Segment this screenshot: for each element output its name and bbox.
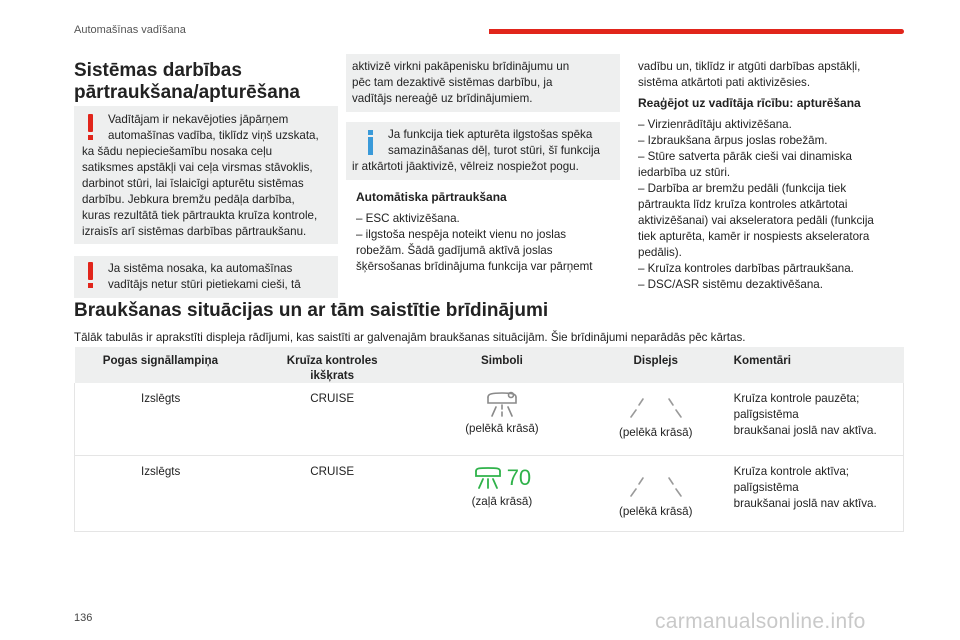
watermark: carmanualsonline.info bbox=[655, 610, 866, 633]
list-item: iedarbība uz stūri. bbox=[638, 166, 731, 179]
list-item: pārtraukta līdz kruīza kontroles atkārtotai bbox=[638, 198, 848, 211]
warning-box bbox=[74, 256, 338, 298]
text-line: vadību un, tiklīdz ir atgūti darbības apstākļi, bbox=[638, 60, 861, 73]
breadcrumb: Automašīnas vadīšana bbox=[74, 24, 186, 36]
list-item: – ilgstoša nespēja noteikt vienu no joslas bbox=[356, 228, 567, 241]
warning-text-line: Ja sistēma nosaka, ka automašīnas bbox=[108, 262, 293, 275]
lane-lines-icon bbox=[621, 474, 691, 500]
column-header: Simboli bbox=[418, 347, 586, 383]
warning-text-line: automašīnas vadība, tiklīdz viņš uzskata, bbox=[108, 129, 319, 142]
warning-text-line: kuras rezultātā tiek pārtraukta kruīza kontrole, bbox=[82, 209, 318, 222]
section-title-line: Sistēmas darbības bbox=[74, 60, 242, 81]
section-intro: Tālāk tabulās ir aprakstīti displeja rādījumi, kas saistīti ar galvenajām braukšanas situācijām. Šie brīdinājumi neparādās pēc kārtas. bbox=[74, 331, 746, 344]
warning-text-line: darbību. Jebkura bremžu pedāļa darbība, bbox=[82, 193, 295, 206]
info-text-line: Ja funkcija tiek apturēta ilgstošas spēka bbox=[388, 128, 593, 141]
display-cell bbox=[586, 383, 726, 455]
column-header bbox=[246, 347, 418, 383]
list-item: – Stūre satverta pārāk cieši vai dinamiska bbox=[638, 150, 852, 163]
list-item: pedālis). bbox=[638, 246, 682, 259]
header-accent-bar bbox=[489, 29, 904, 34]
table-row bbox=[75, 455, 904, 531]
column-header-line: Kruīza kontroles bbox=[286, 354, 378, 367]
comment-cell bbox=[726, 455, 904, 531]
section-title-line: pārtraukšana/apturēšana bbox=[74, 82, 300, 103]
list-item: – Virzienrādītāju aktivizēšana. bbox=[638, 118, 792, 131]
lamp-cell: Izslēgts bbox=[75, 455, 247, 531]
symbol-group bbox=[418, 464, 586, 492]
table-header-row bbox=[75, 347, 904, 383]
list-item: – ESC aktivizēšana. bbox=[356, 212, 460, 225]
cruise-cell: CRUISE bbox=[246, 455, 418, 531]
list-item: – Darbība ar bremžu pedāli (funkcija tiek bbox=[638, 182, 847, 195]
warning-text-line: darbinot stūri, lai īslaicīgi apturētu sistēmas bbox=[82, 177, 304, 190]
lamp-cell: Izslēgts bbox=[75, 383, 247, 455]
display-caption: (pelēkā krāsā) bbox=[619, 504, 693, 518]
warning-text-line: ka šādu nepieciešamību nosaka ceļu bbox=[82, 145, 273, 158]
cruise-cell: CRUISE bbox=[246, 383, 418, 455]
comment-line: Kruīza kontrole aktīva; palīgsistēma bbox=[733, 464, 850, 494]
list-item: aktivizēšanai) vai akseleratora pedāli (funkcija bbox=[638, 214, 874, 227]
comment-line: braukšanai joslā nav aktīva. bbox=[733, 496, 877, 510]
table-row bbox=[75, 383, 904, 455]
warning-text-line: aktivizē virkni pakāpenisku brīdinājumu un bbox=[352, 60, 570, 73]
cruise-control-icon bbox=[473, 466, 503, 490]
comment-line: Kruīza kontrole pauzēta; palīgsistēma bbox=[733, 392, 860, 421]
warning-text-line: vadītājs nereaģē uz brīdinājumiem. bbox=[352, 92, 533, 105]
column-header: Komentāri bbox=[726, 347, 904, 383]
display-cell bbox=[586, 455, 726, 531]
lane-assist-icon bbox=[484, 391, 520, 419]
comment-line: braukšanai joslā nav aktīva. bbox=[733, 424, 877, 437]
info-text-line: ir atkārtoti jāaktivizē, vēlreiz nospiežot pogu. bbox=[352, 160, 579, 173]
warning-box bbox=[74, 106, 338, 244]
info-text-line: samazināšanas dēļ, turot stūri, šī funkcija bbox=[388, 144, 601, 157]
warning-text-line: izraisīs arī sistēmas darbības pārtraukšanu. bbox=[82, 225, 307, 238]
info-icon bbox=[368, 137, 373, 155]
display-caption: (pelēkā krāsā) bbox=[619, 426, 693, 439]
warning-text-line: pēc tam dezaktivē sistēmas darbību, ja bbox=[352, 76, 553, 89]
subsection-title: Automātiska pārtraukšana bbox=[356, 190, 507, 204]
list-item: robežām. Šādā gadījumā aktīvā joslas bbox=[356, 244, 553, 257]
section-title: Braukšanas situācijas un ar tām saistītie brīdinājumi bbox=[74, 300, 549, 321]
list-item: tiek apturēta, kamēr ir nospiests akseleratora bbox=[638, 230, 870, 243]
warning-text-line: satiksmes apstākļi vai ceļa virsmas stāvoklis, bbox=[82, 161, 313, 174]
section-title bbox=[74, 60, 300, 104]
warning-icon bbox=[88, 114, 93, 132]
subsection-title: Reaģējot uz vadītāja rīcību: apturēšana bbox=[638, 96, 861, 110]
driving-situations-table bbox=[74, 347, 904, 532]
speed-value: 70 bbox=[506, 464, 532, 490]
warning-text-line: vadītājs netur stūri pietiekami cieši, tā bbox=[108, 278, 301, 291]
text-line: sistēma atkārtoti pati aktivizēsies. bbox=[638, 76, 811, 89]
symbol-caption: (pelēkā krāsā) bbox=[465, 422, 539, 435]
warning-text-line: Vadītājam ir nekavējoties jāpārņem bbox=[108, 113, 289, 126]
column-header: Pogas signāllampiņa bbox=[75, 347, 247, 383]
warning-continuation-box bbox=[346, 54, 620, 112]
symbol-cell bbox=[418, 383, 586, 455]
list-item: – DSC/ASR sistēmu dezaktivēšana. bbox=[638, 278, 823, 291]
column-header: Displejs bbox=[586, 347, 726, 383]
column-header-line: ikšķrats bbox=[310, 369, 355, 382]
page-number: 136 bbox=[74, 612, 93, 624]
list-item: – Izbraukšana ārpus joslas robežām. bbox=[638, 134, 828, 147]
lane-lines-icon bbox=[621, 395, 691, 421]
list-item: šķērsošanas brīdinājuma funkcija var pārņemt bbox=[356, 260, 593, 273]
info-box bbox=[346, 122, 620, 180]
warning-icon bbox=[88, 262, 93, 280]
comment-cell bbox=[726, 383, 904, 455]
symbol-cell bbox=[418, 455, 586, 531]
symbol-caption: (zaļā krāsā) bbox=[471, 494, 533, 508]
list-item: – Kruīza kontroles darbības pārtraukšana. bbox=[638, 262, 854, 275]
